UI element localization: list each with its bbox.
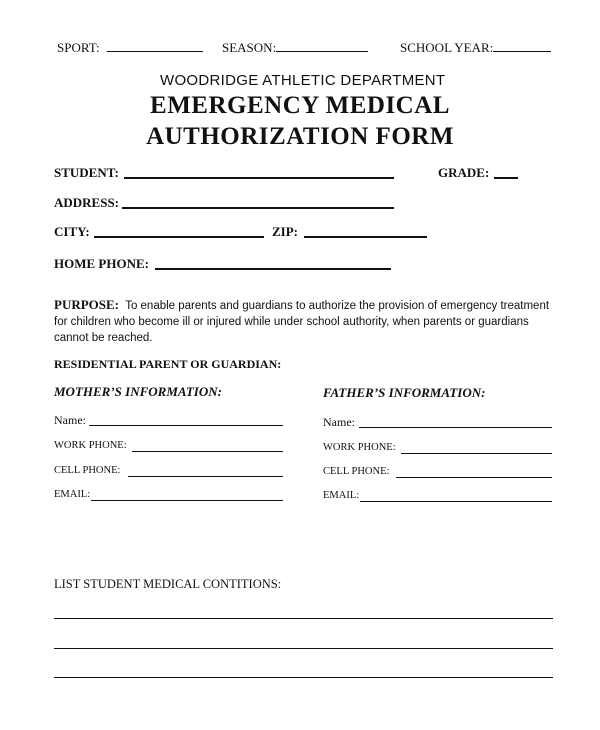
mother-cell-phone-label: CELL PHONE: xyxy=(54,465,121,476)
father-email-blank[interactable] xyxy=(360,501,552,502)
mother-name-label: Name: xyxy=(54,413,86,427)
grade-label: GRADE: xyxy=(438,165,490,180)
address-blank[interactable] xyxy=(122,207,394,209)
grade-blank[interactable] xyxy=(494,177,518,179)
zip-label: ZIP: xyxy=(272,224,298,239)
medical-conditions-line-3[interactable] xyxy=(54,677,553,678)
season-field xyxy=(222,40,368,56)
city-blank[interactable] xyxy=(94,236,264,238)
form-title-line2: AUTHORIZATION FORM xyxy=(146,123,454,150)
father-name-blank[interactable] xyxy=(359,427,552,428)
medical-conditions-line-2[interactable] xyxy=(54,648,553,649)
mother-cell-phone-blank[interactable] xyxy=(128,476,283,477)
school-year-field xyxy=(400,40,551,56)
purpose-label: PURPOSE: xyxy=(54,297,119,312)
purpose-text: To enable parents and guardians to authorize the provision of emergency treatment for children who become ill or injured while under school authority, when parents or guardians cannot be reached. xyxy=(54,300,550,344)
purpose-paragraph xyxy=(54,297,554,346)
school-year-label: SCHOOL YEAR: xyxy=(400,40,494,55)
father-heading: FATHER’S INFORMATION: xyxy=(323,385,486,400)
form-title-line1: EMERGENCY MEDICAL xyxy=(150,92,450,119)
sport-field xyxy=(57,40,203,56)
mother-heading: MOTHER’S INFORMATION: xyxy=(54,384,222,399)
father-name-label: Name: xyxy=(323,415,355,429)
home-phone-label: HOME PHONE: xyxy=(54,256,149,271)
school-year-blank[interactable] xyxy=(493,40,551,52)
address-label: ADDRESS: xyxy=(54,195,120,210)
father-cell-phone-blank[interactable] xyxy=(396,477,552,478)
zip-blank[interactable] xyxy=(304,236,427,238)
sport-label: SPORT: xyxy=(57,40,100,55)
father-work-phone-blank[interactable] xyxy=(401,453,552,454)
father-work-phone-label: WORK PHONE: xyxy=(323,442,396,453)
father-email-label: EMAIL: xyxy=(323,490,360,501)
department-name: WOODRIDGE ATHLETIC DEPARTMENT xyxy=(160,72,446,89)
season-blank[interactable] xyxy=(276,40,368,52)
mother-work-phone-label: WORK PHONE: xyxy=(54,440,127,451)
city-label: CITY: xyxy=(54,224,90,239)
home-phone-blank[interactable] xyxy=(155,268,391,270)
medical-conditions-label: LIST STUDENT MEDICAL CONTITIONS: xyxy=(54,577,282,591)
student-blank[interactable] xyxy=(124,177,394,179)
father-cell-phone-label: CELL PHONE: xyxy=(323,466,390,477)
student-label: STUDENT: xyxy=(54,165,119,180)
mother-name-blank[interactable] xyxy=(89,425,283,426)
season-label: SEASON: xyxy=(222,40,277,55)
residential-heading: RESIDENTIAL PARENT OR GUARDIAN: xyxy=(54,357,282,371)
sport-blank[interactable] xyxy=(107,40,203,52)
mother-work-phone-blank[interactable] xyxy=(132,451,283,452)
mother-email-blank[interactable] xyxy=(91,500,283,501)
mother-email-label: EMAIL: xyxy=(54,489,91,500)
medical-conditions-line-1[interactable] xyxy=(54,618,553,619)
